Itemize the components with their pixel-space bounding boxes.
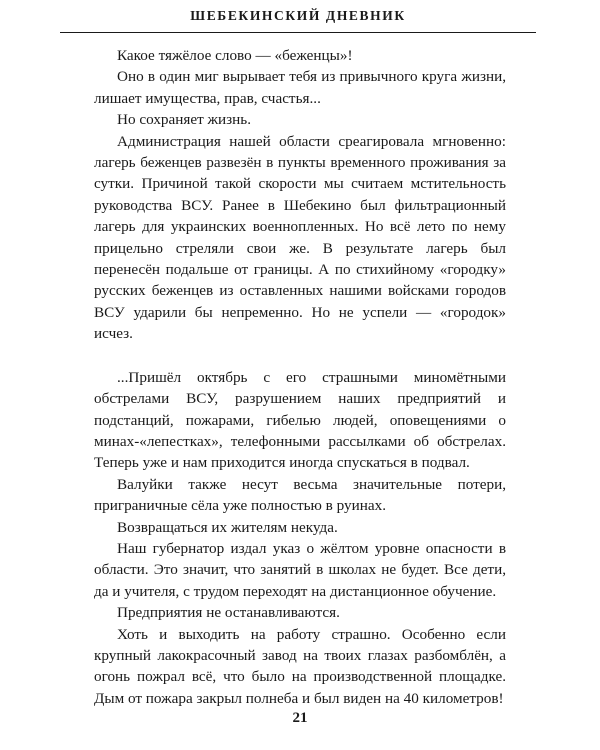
page-number: 21 bbox=[292, 710, 308, 726]
paragraph: Валуйки также несут весьма значительные потери, приграничные сёла уже полностью в руинах. bbox=[94, 475, 506, 515]
running-head: ШЕБЕКИНСКИЙ ДНЕВНИК bbox=[190, 8, 406, 23]
paragraph: Какое тяжёлое слово — «беженцы»! bbox=[117, 47, 353, 64]
paragraph: Оно в один миг вырывает тебя из привычного круга жизни, лишает имущества, прав, счастья... bbox=[94, 68, 506, 107]
paragraph: Предприятия не останавливаются. bbox=[117, 604, 340, 622]
paragraph: Но сохраняет жизнь. bbox=[117, 111, 252, 129]
header-rule bbox=[60, 32, 536, 33]
paragraph: Хоть и выходить на работу страшно. Особенно если крупный лакокрасочный завод на твоих глазах разбомблён, а огонь пожрал всё, что было на производственной площадке. Дым от пожара закрыл полнеба и был виден на 40 километров! bbox=[94, 625, 506, 707]
paragraph: ...Пришёл октябрь с его страшными миномётными обстрелами ВСУ, разрушением наших предприятий и подстанций, пожарами, гибелью людей, оповещениями о минах-«лепестках», телефонными рассылками об обстрелах. Теперь уже и нам приходится иногда спускаться в подвал. bbox=[94, 368, 506, 472]
page-body bbox=[94, 45, 506, 709]
paragraph: Администрация нашей области среагировала мгновенно: лагерь беженцев развезён в пункты временного проживания за сутки. Причиной такой скорости мы считаем мстительность руководства ВСУ. Ранее в Шебекино был фильтрационный лагерь для украинских военнопленных. Но всё лето по нему прицельно стреляли свои же. В результате лагерь был перенесён подальше от границы. А по стихийному «городку» русских беженцев из оставленных нашими войсками городов ВСУ ударили бы непременно. Но не успели — «городок» исчез. bbox=[94, 132, 506, 343]
paragraph: Возвращаться их жителям некуда. bbox=[117, 518, 338, 536]
paragraph: Наш губернатор издал указ о жёлтом уровне опасности в области. Это значит, что занятий в школах не будет. Все дети, да и учителя, с трудом переходят на дистанционное обучение. bbox=[94, 539, 506, 600]
